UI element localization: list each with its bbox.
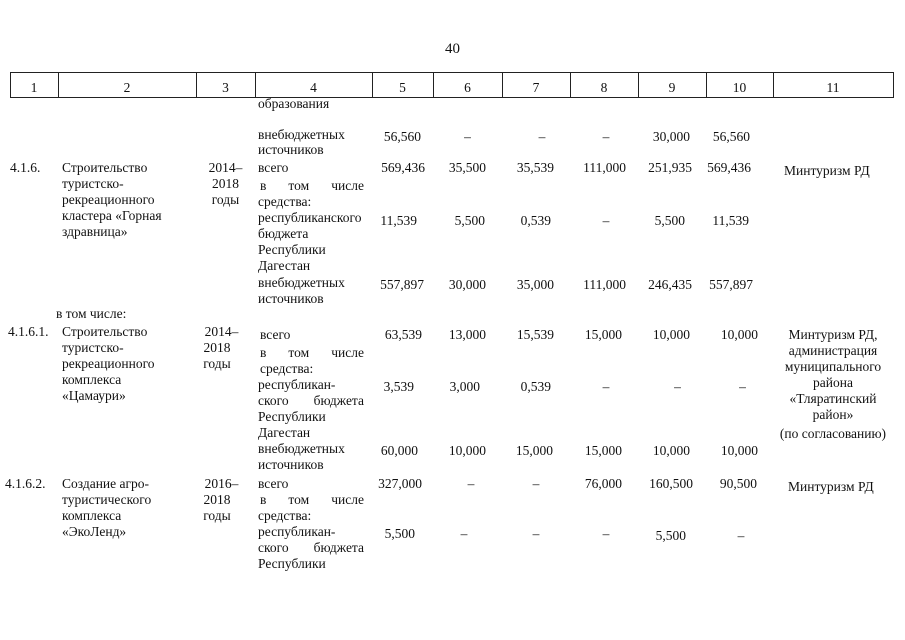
value-cell: 15,000	[584, 443, 622, 458]
source-label: источников	[258, 457, 324, 472]
project-name: «ЭкоЛенд»	[62, 524, 127, 539]
value-cell: 557,897	[709, 277, 753, 292]
period: 2018	[203, 492, 231, 507]
value-cell: 60,000	[380, 443, 418, 458]
executor: Минтуризм РД,	[788, 327, 878, 342]
value-cell: 15,000	[515, 443, 553, 458]
source-label: средства:	[260, 361, 314, 376]
period: годы	[211, 192, 240, 207]
executor: «Тляратинский	[789, 391, 877, 406]
header-cell: 4	[310, 80, 317, 95]
source-label	[258, 540, 364, 556]
value-cell: –	[464, 129, 471, 144]
value-cell: 569,436	[707, 160, 751, 175]
value-cell: 569,436	[381, 160, 425, 175]
value-cell: 15,539	[516, 327, 554, 342]
row-number: 4.1.6.	[10, 160, 41, 175]
value-cell: 15,000	[584, 327, 622, 342]
source-label: источников	[258, 142, 324, 157]
value-cell: 35,539	[516, 160, 554, 175]
word: в	[260, 345, 267, 360]
period: годы	[203, 356, 231, 371]
source-label: Дагестан	[258, 425, 311, 440]
value-cell: 10,000	[652, 327, 690, 342]
value-cell: –	[532, 526, 540, 541]
project-name: Строительство	[62, 160, 148, 175]
value-cell: 76,000	[584, 476, 622, 491]
value-cell: –	[602, 379, 610, 394]
value-cell: 0,539	[520, 213, 551, 228]
executor: Минтуризм РД	[788, 479, 874, 494]
value-cell: 13,000	[448, 327, 486, 342]
source-label: республикан-	[258, 377, 336, 392]
word: числе	[331, 492, 364, 507]
period: 2014–	[204, 324, 239, 339]
value-cell: –	[532, 476, 540, 491]
value-cell: 10,000	[652, 443, 690, 458]
source-label: республикан-	[258, 524, 336, 539]
source-label: внебюджетных	[258, 127, 345, 142]
value-cell: 30,000	[448, 277, 486, 292]
value-cell: 35,000	[516, 277, 554, 292]
value-cell: –	[602, 213, 610, 228]
project-name: Создание агро-	[62, 476, 150, 491]
project-name: здравница»	[62, 224, 128, 239]
header-cell: 9	[668, 80, 676, 95]
word: том	[288, 345, 310, 360]
source-label: Дагестан	[258, 258, 311, 273]
project-name: туристско-	[62, 340, 124, 355]
value-cell: 10,000	[720, 327, 758, 342]
value-cell: 111,000	[583, 277, 626, 292]
value-cell: 251,935	[648, 160, 692, 175]
value-cell: 11,539	[712, 213, 749, 228]
value-cell: –	[674, 379, 681, 394]
word: том	[288, 178, 310, 193]
source-label: бюджета	[258, 226, 309, 241]
source-label: внебюджетных	[258, 441, 345, 456]
value-cell: 10,000	[448, 443, 486, 458]
header-cell: 8	[600, 80, 608, 95]
value-cell: 557,897	[380, 277, 424, 292]
header-cell: 11	[826, 80, 840, 95]
word: числе	[331, 345, 364, 360]
source-label	[258, 393, 364, 409]
source-label: республиканского	[258, 210, 362, 225]
header-cell: 7	[532, 80, 540, 95]
value-cell: 327,000	[378, 476, 422, 491]
project-name: комплекса	[62, 372, 122, 387]
executor: (по согласованию)	[779, 426, 887, 441]
source-label: всего	[258, 160, 289, 175]
executor: района	[813, 375, 853, 390]
value-cell: 3,000	[449, 379, 480, 394]
value-cell: 246,435	[648, 277, 692, 292]
project-name: туристического	[62, 492, 152, 507]
project-name: рекреационного	[62, 356, 155, 371]
value-cell: –	[538, 129, 546, 144]
value-cell: 5,500	[384, 526, 415, 541]
value-cell: –	[739, 379, 746, 394]
period: 2018	[212, 176, 239, 191]
source-label: образования	[258, 96, 330, 111]
period: 2018	[203, 340, 231, 355]
source-label: Республики	[258, 409, 326, 424]
header-cell: 10	[732, 80, 747, 95]
value-cell: 111,000	[583, 160, 626, 175]
value-cell: –	[737, 528, 745, 543]
header-cell: 6	[464, 80, 471, 95]
word: числе	[331, 178, 364, 193]
project-name: комплекса	[62, 508, 122, 523]
header-cell: 2	[123, 80, 131, 95]
row-number: 4.1.6.1.	[8, 324, 49, 339]
value-cell: –	[602, 129, 610, 144]
project-name: «Цамаури»	[62, 388, 126, 403]
value-cell: 56,560	[712, 129, 750, 144]
period: 2014–	[208, 160, 243, 175]
source-label	[260, 492, 364, 508]
header-cell: 3	[222, 80, 229, 95]
word: ского	[258, 540, 289, 555]
value-cell: 35,500	[448, 160, 486, 175]
value-cell: 5,500	[655, 528, 686, 543]
value-cell: 5,500	[454, 213, 485, 228]
value-cell: 56,560	[383, 129, 421, 144]
word: в	[260, 178, 267, 193]
executor: администрация	[788, 343, 878, 358]
value-cell: –	[602, 526, 610, 541]
project-name: кластера «Горная	[62, 208, 162, 223]
header-top-border	[10, 72, 893, 73]
source-label: внебюджетных	[258, 275, 345, 290]
value-cell: 10,000	[720, 443, 758, 458]
value-cell: –	[460, 526, 468, 541]
source-label: средства:	[258, 508, 312, 523]
word: бюджета	[313, 393, 364, 408]
source-label: Республики	[258, 242, 326, 257]
word: том	[288, 492, 310, 507]
page-number: 40	[445, 41, 460, 57]
source-label: средства:	[258, 194, 312, 209]
executor: Минтуризм РД	[784, 163, 870, 178]
header-cell: 1	[30, 80, 38, 95]
executor: район»	[812, 407, 854, 422]
col-divider	[893, 72, 894, 98]
word: бюджета	[313, 540, 364, 555]
value-cell: 3,539	[383, 379, 414, 394]
value-cell: 63,539	[384, 327, 422, 342]
word: ского	[258, 393, 289, 408]
header-cell: 5	[399, 80, 406, 95]
value-cell: 30,000	[652, 129, 690, 144]
word: в	[260, 492, 267, 507]
value-cell: 0,539	[520, 379, 551, 394]
source-label	[260, 178, 364, 194]
subsection-note: в том числе:	[56, 306, 127, 321]
value-cell: 11,539	[380, 213, 417, 228]
source-label: Республики	[258, 556, 326, 571]
value-cell: –	[467, 476, 475, 491]
period: 2016–	[204, 476, 239, 491]
row-number: 4.1.6.2.	[5, 476, 46, 491]
executor: муниципального	[784, 359, 882, 374]
project-name: туристско-	[62, 176, 124, 191]
project-name: Строительство	[62, 324, 148, 339]
project-name: рекреационного	[62, 192, 155, 207]
source-label	[260, 345, 364, 361]
source-label: всего	[258, 476, 289, 491]
source-label: источников	[258, 291, 324, 306]
value-cell: 160,500	[649, 476, 693, 491]
period: годы	[203, 508, 231, 523]
value-cell: 5,500	[654, 213, 685, 228]
source-label: всего	[260, 327, 291, 342]
header-bottom-border	[10, 97, 893, 98]
value-cell: 90,500	[719, 476, 757, 491]
